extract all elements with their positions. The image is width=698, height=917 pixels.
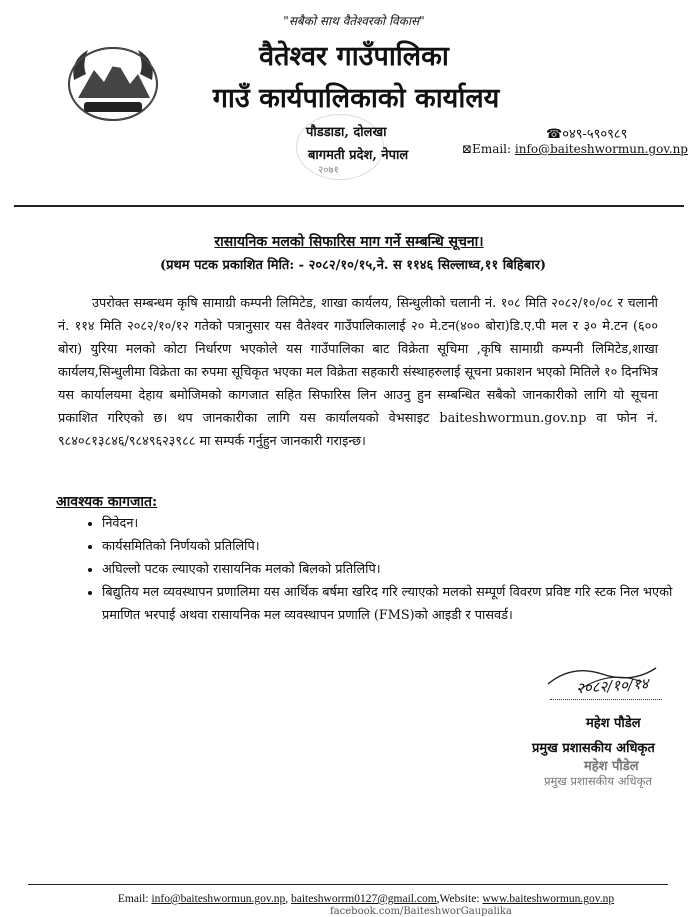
header-email-label: ⊠Email: xyxy=(462,142,515,156)
address-line-2: बागमती प्रदेश, नेपाल xyxy=(308,148,409,163)
signature-line xyxy=(550,699,662,700)
header-email xyxy=(462,142,688,156)
footer-email-2[interactable]: baiteshworrm0127@gmail.com xyxy=(290,893,437,905)
header-email-link[interactable]: info@baiteshwormun.gov.np xyxy=(514,142,688,156)
footer-contacts: Email: info@baiteshwormun.gov.np, baiteshworrm0127@gmail.com,Website: www.baiteshwormun.gov.np xyxy=(117,893,615,905)
office-stamp-number: २०७१ xyxy=(318,165,339,176)
footer-email-label: Email: xyxy=(117,893,152,905)
stamp-name: महेश पौडेल xyxy=(584,759,639,774)
header-divider xyxy=(14,205,684,207)
notice-body xyxy=(58,292,658,453)
footer-website-label: Website: xyxy=(439,893,483,905)
footer-website[interactable]: www.baiteshwormun.gov.np xyxy=(482,893,615,905)
footer-email-1[interactable]: info@baiteshwormun.gov.np xyxy=(151,893,286,905)
requirement-item: • अघिल्लो पटक ल्याएको रासायनिक मलको बिलको प्रतिलिपि। xyxy=(102,558,692,581)
signature-date: २०८२/१०/१४ xyxy=(575,674,650,698)
requirements-heading: आवश्यक कागजात: xyxy=(56,494,158,510)
office-name: गाउँ कार्यपालिकाको कार्यालय xyxy=(212,83,500,114)
stamp-title: प्रमुख प्रशासकीय अधिकृत xyxy=(544,774,652,788)
requirement-item: • निवेदन। xyxy=(102,512,692,535)
notice-body-text: उपरोक्त सम्बन्धम कृषि सामाग्री कम्पनी लिमिटेड, शाखा कार्यलय, सिन्धुलीको चलानी नं. १०८ मिति २०८२/१०/०८ र चलानी नं. ११४ मिति २०८२/१०/१२ गतेको पत्रानुसार यस वैतेश्वर गाउँपालिकालाई २० मे.टन(४०० बोरा)डि.ए.पी मल र ३० मे.टन (६०० बोरा) युरिया मलको कोटा निर्धारण भएकोले यस गाउँपालिका बाट विक्रेता सूचिमा ,कृषि सामाग्री कम्पनी लिमिटेड,शाखा कार्यलय,सिन्धुलीमा विक्रेता का रुपमा सूचिकृत भएका मल विक्रेता सहकारी संस्थाहरुलाई सूचना प्रकाशन भएको मितिले १० दिनभित्र यस कार्यालयमा देहाय बमोजिमको कागजात सहित सिफारिस लिन आउनु हुन सम्बन्धित सबैको जानकारीको लागि यो सूचना प्रकाशित गरिएको छ। थप जानकारीका लागि यस कार्यालयको वेभसाइट baiteshwormun.gov.np वा फोन नं. ९८४०८१३८४६/९८४९६२३९८८ मा सम्पर्क गर्नुहुन जानकारी गराइन्छ। xyxy=(58,296,658,449)
phone-number: ☎०४९-५९०९८९ xyxy=(546,127,628,142)
signatory-title: प्रमुख प्रशासकीय अधिकृत xyxy=(532,741,655,756)
requirement-item: • कार्यसमितिको निर्णयको प्रतिलिपि। xyxy=(102,535,692,558)
notice-published-date: (प्रथम पटक प्रकाशित मिति: - २०८२/१०/१५,ने. स ११४६ सिल्लाध्व,११ बिहिबार) xyxy=(159,258,547,273)
requirement-item: • बिद्युतिय मल व्यवस्थापन प्रणालिमा यस आर्थिक बर्षमा खरिद गरि ल्याएको मलको सम्पूर्ण विवरण प्रविष्ट गरि स्टक निल भएको प्रमाणित भरपाई अथवा रासायनिक मल व्यवस्थापन प्रणालि (FMS)को आइडी र पासवर्ड। xyxy=(102,581,692,627)
org-name: वैतेश्वर गाउँपालिका xyxy=(259,41,449,72)
motto: "सबैको साथ वैतेश्वरको विकास" xyxy=(283,14,425,28)
footer-divider xyxy=(28,884,668,885)
signatory-name: महेश पौडेल xyxy=(586,716,641,731)
requirements-list xyxy=(84,512,692,627)
footer-facebook[interactable]: facebook.com/BaiteshworGaupalika xyxy=(330,906,512,917)
address-line-1: पौडडाडा, दोलखा xyxy=(306,125,387,140)
notice-subject: रासायनिक मलको सिफारिस माग गर्ने सम्बन्धि सूचना। xyxy=(214,234,484,250)
